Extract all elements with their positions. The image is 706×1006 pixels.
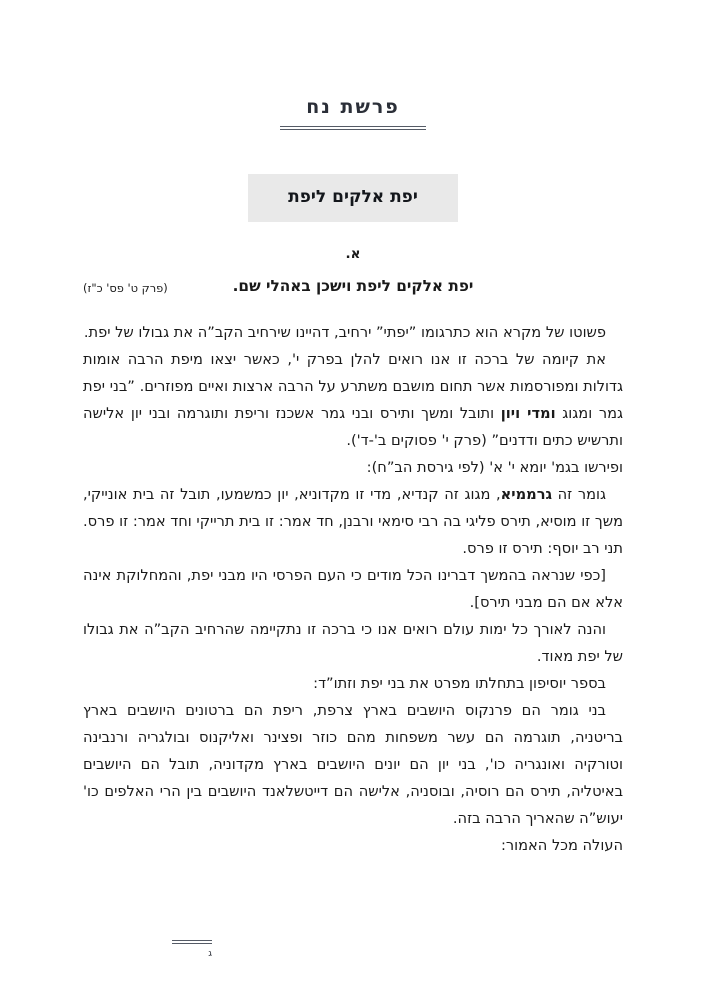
section-heading-box — [248, 174, 458, 221]
section-heading-container — [0, 174, 706, 221]
body-paragraph — [83, 346, 623, 454]
paragraph-text: והנה לאורך כל ימות עולם רואים אנו כי ברכה זו נתקיימה שהרחיב הקב”ה את גבולו של יפת מאוד. — [83, 620, 623, 665]
document-body — [83, 222, 623, 859]
page-footer — [92, 940, 212, 960]
paragraph-text: ופירשו בגמ' יומא י' א' (לפי גירסת הב”ח): — [366, 458, 623, 476]
section-heading-title: יפת אלקים ליפת — [288, 187, 418, 208]
body-paragraph — [83, 616, 623, 670]
section-number: א. — [345, 245, 361, 262]
footer-divider — [172, 940, 212, 944]
paragraph-text: העולה מכל האמור: — [500, 836, 623, 854]
paragraph-text: גומר זה — [552, 485, 606, 503]
emphasis-text: ומדי ויון — [500, 404, 556, 422]
body-paragraph — [83, 562, 623, 616]
body-paragraph — [83, 697, 623, 832]
emphasis-text: גרממיא — [500, 485, 553, 503]
body-paragraph — [83, 481, 623, 562]
page-title: פרשת נח — [306, 96, 400, 118]
verse-block — [83, 275, 623, 297]
verse-text: יפת אלקים ליפת וישכן באהלי שם. — [232, 276, 474, 295]
body-paragraph — [83, 454, 623, 481]
body-paragraph — [83, 319, 623, 346]
title-divider — [280, 126, 426, 131]
paragraph-text: , מגוג זה קנדיא, מדי זו מקדוניא, יון כמשמעו, תובל זה בית אונייקי, משך זו מוסיא, תירס פליגי בה רבי סימאי ורבנן, חד אמר: זו בית תרייקי וחד אמר: זו פרס. תני רב יוסף: תירס זו פרס. — [83, 485, 623, 557]
folio-number: ג — [208, 949, 212, 959]
paragraph-text: בספר יוסיפון בתחלתו מפרט את בני יפת וזתו”ד: — [313, 674, 606, 692]
paragraph-text: ותובל ומשך ותירס ובני גמר אשכנז וריפת ותוגרמה ובני יון אלישה ותרשיש כתים ודדנים” (פרק י' פסוקים ב'-ד'). — [83, 404, 623, 449]
paragraph-text: פשוטו של מקרא הוא כתרגומו ”יפתי” ירחיב, דהיינו שירחיב הקב”ה את גבולו של יפת. — [83, 323, 606, 341]
body-paragraph — [83, 670, 623, 697]
verse-citation: (פרק ט' פס' כ"ז) — [83, 280, 168, 295]
paragraph-list — [83, 319, 623, 859]
paragraph-text: בני גומר הם פרנקוס היושבים בארץ צרפת, ריפת הם ברטונים היושבים בארץ בריטניה, תוגרמה הם עשר משפחות מהם כוזר ופצינר ואליקנוס ובולגריה ורנבינה וטורקיה ואונגריה כו', בני יון הם יונים היושבים בארץ מקדוניה, תובל הם היושבים באיטליה, תירס הם רוסיה, ובוסניה, אלישה הם דייטשלאנד היושבים בין הרי האלפים כו' יעוש”ה שהאריך הרבה בזה. — [83, 701, 623, 827]
body-paragraph — [83, 832, 623, 859]
paragraph-text: את קיומה של ברכה זו אנו רואים להלן בפרק י', כאשר יצאו מיפת הרבה אומות גדולות ומפורסמות אשר תחום מושבם משתרע על הרבה ארצות ואיים מפוזרים. ”בני יפת גמר ומגוג — [83, 350, 623, 422]
paragraph-text: [כפי שנראה בהמשך דברינו הכל מודים כי העם הפרסי היו מבני יפת, והמחלוקת אינה אלא אם הם מבני תירס]. — [83, 566, 623, 611]
parsha-header — [0, 96, 706, 130]
